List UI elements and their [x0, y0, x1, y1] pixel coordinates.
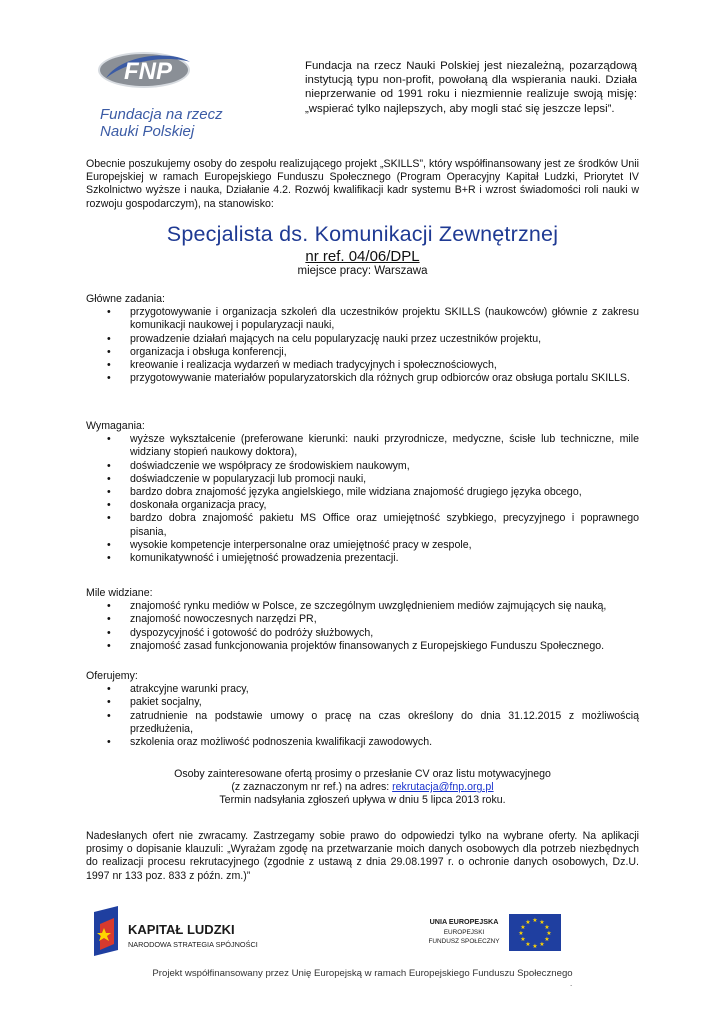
fnp-logo-name-1: Fundacja na rzecz: [100, 106, 223, 123]
bullet-icon: •: [107, 600, 111, 613]
kl-subtitle: NARODOWA STRATEGIA SPÓJNOŚCI: [128, 940, 258, 949]
lead-paragraph: Obecnie poszukujemy osoby do zespołu realizującego projekt „SKILLS”, który współfinansowany jest ze środków Unii Europejskiej w ramach Europejskiego Funduszu Społecznego (Program Operacyjny Kapitał Ludzki, Priorytet IV Szkolnictwo wyższe i nauka, Działanie 4.2. Rozwój kwalifikacji kadr systemu B+R i wzrost świadomości roli nauki w rozwoju gospodarczym), na stanowisko:: [86, 158, 639, 210]
bullet-icon: •: [107, 459, 111, 472]
bullet-icon: •: [107, 512, 111, 525]
fnp-logo-name-2: Nauki Polskiej: [100, 123, 195, 140]
page-mark: .: [570, 979, 573, 988]
bullet-icon: •: [107, 709, 111, 722]
contact-block: [0, 768, 725, 808]
kapital-ludzki-logo: [92, 904, 267, 959]
svg-text:★: ★: [544, 924, 550, 931]
contact-deadline: Termin nadsyłania zgłoszeń upływa w dniu 5 lipca 2013 roku.: [219, 794, 506, 807]
list-item: • bardzo dobra znajomość języka angielskiego, mile widziana znajomość drugiego języka obcego,: [107, 486, 582, 499]
bullet-icon: •: [107, 626, 111, 639]
bullet-icon: •: [107, 552, 111, 565]
svg-text:★: ★: [532, 917, 538, 924]
list-item: • komunikatywność i umiejętność prowadzenia prezentacji.: [107, 552, 399, 565]
list-item: • kreowanie i realizacja wydarzeń w mediach tradycyjnych i społecznościowych,: [107, 359, 497, 372]
bullet-icon: •: [107, 332, 111, 345]
footer-note: Projekt współfinansowany przez Unię Europejską w ramach Europejskiego Funduszu Społecznego: [152, 968, 573, 979]
job-ref: [0, 248, 725, 265]
bullet-icon: •: [107, 696, 111, 709]
section-requirements: [86, 420, 639, 565]
list-item: • doświadczenie w popularyzacji lub promocji nauki,: [107, 472, 367, 485]
svg-text:★: ★: [518, 930, 524, 937]
bullet-icon: •: [107, 372, 111, 385]
job-ref-text: nr ref. 04/06/DPL: [305, 248, 420, 265]
kl-title: KAPITAŁ LUDZKI: [128, 922, 235, 937]
list-item: • wysokie kompetencje interpersonalne oraz umiejętność pracy w zespole,: [107, 538, 472, 551]
section-heading: Oferujemy:: [86, 670, 138, 682]
privacy-clause: Nadesłanych ofert nie zwracamy. Zastrzegamy sobie prawo do odpowiedzi tylko na wybrane oferty. Na aplikacji prosimy o dopisanie klauzuli: „Wyrażam zgodę na przetwarzanie moich danych osobowych dla potrzeb niezbędnych do realizacji procesu rekrutacyjnego (zgodnie z ustawą z dnia 29.08.1997 r. o ochronie danych osobowych, Dz.U. 1997 nr 133 poz. 833 z późn. zm.)”: [86, 830, 639, 882]
bullet-icon: •: [107, 472, 111, 485]
svg-text:★: ★: [525, 919, 531, 926]
svg-text:★: ★: [546, 930, 552, 937]
section-offer: [86, 670, 639, 749]
contact-line-1: Osoby zainteresowane ofertą prosimy o przesłanie CV oraz listu motywacyjnego: [174, 768, 551, 780]
section-nice-to-have: [86, 587, 639, 653]
contact-line-2: (z zaznaczonym nr ref.) na adres: rekrutacja@fnp.org.pl: [231, 781, 494, 794]
svg-text:★: ★: [544, 936, 550, 943]
svg-text:★: ★: [520, 936, 526, 943]
eu-line-1: UNIA EUROPEJSKA: [429, 917, 499, 926]
list-item: • wyższe wykształcenie (preferowane kierunki: nauki przyrodnicze, medyczne, ścisłe lub techniczne, mile widziany stopień naukowy doktora),: [107, 433, 639, 459]
bullet-icon: •: [107, 683, 111, 696]
list-item: • znajomość zasad funkcjonowania projektów finansowanych z Europejskiego Funduszu Społecznego.: [107, 639, 605, 652]
list-item: • przygotowywanie i organizacja szkoleń dla uczestników projektu SKILLS (naukowców) głównie z zakresu komunikacji naukowej i popularyzacji nauki,: [107, 306, 639, 332]
svg-text:★: ★: [520, 924, 526, 931]
svg-text:★: ★: [525, 941, 531, 948]
bullet-icon: •: [107, 639, 111, 652]
bullet-icon: •: [107, 538, 111, 551]
job-location: miejsce pracy: Warszawa: [297, 265, 428, 277]
section-heading: Wymagania:: [86, 420, 145, 432]
intro-paragraph: Fundacja na rzecz Nauki Polskiej jest niezależną, pozarządową instytucją typu non-profit, powołaną dla wspierania nauki. Działa nieprzerwanie od 1991 roku i niezmiennie realizuje swoją misję: „wspierać tylko najlepszych, aby mogli stać się jeszcze lepsi”.: [305, 60, 637, 115]
list-item: • prowadzenie działań mających na celu popularyzację nauki przez uczestników projektu,: [107, 332, 542, 345]
section-tasks: [86, 293, 639, 385]
list-item: • znajomość nowoczesnych narzędzi PR,: [107, 613, 317, 626]
job-title: Specjalista ds. Komunikacji Zewnętrznej: [166, 222, 559, 246]
bullet-icon: •: [107, 306, 111, 319]
svg-text:★: ★: [539, 919, 545, 926]
bullet-icon: •: [107, 736, 111, 749]
bullet-icon: •: [107, 359, 111, 372]
eu-line-2: EUROPEJSKI: [443, 929, 485, 936]
list-item: • zatrudnienie na podstawie umowy o pracę na czas określony do dnia 31.12.2015 z możliwością przedłużenia,: [107, 709, 639, 735]
section-heading: Mile widziane:: [86, 587, 153, 599]
svg-text:★: ★: [539, 941, 545, 948]
bullet-icon: •: [107, 486, 111, 499]
list-item: • dyspozycyjność i gotowość do podróży służbowych,: [107, 626, 374, 639]
fnp-logo: [92, 48, 262, 143]
list-item: • atrakcyjne warunki pracy,: [107, 683, 249, 696]
bullet-icon: •: [107, 499, 111, 512]
eu-line-3: FUNDUSZ SPOŁECZNY: [428, 938, 500, 945]
list-item: • pakiet socjalny,: [107, 696, 202, 709]
fnp-logo-mark: FNP: [124, 58, 172, 85]
svg-text:★: ★: [532, 943, 538, 950]
bullet-icon: •: [107, 613, 111, 626]
list-item: • organizacja i obsługa konferencji,: [107, 345, 287, 358]
bullet-icon: •: [107, 433, 111, 446]
section-heading: Główne zadania:: [86, 293, 165, 305]
list-item: • przygotowywanie materiałów popularyzatorskich dla różnych grup odbiorców oraz obsługa portalu SKILLS.: [107, 372, 630, 385]
bullet-icon: •: [107, 345, 111, 358]
list-item: • znajomość rynku mediów w Polsce, ze szczególnym uwzględnieniem mediów zajmujących się nauką,: [107, 600, 607, 613]
email-link[interactable]: rekrutacja@fnp.org.pl: [392, 781, 494, 794]
list-item: • szkolenia oraz możliwość podnoszenia kwalifikacji zawodowych.: [107, 736, 433, 749]
list-item: • bardzo dobra znajomość pakietu MS Office oraz umiejętność szybkiego, precyzyjnego i poprawnego pisania,: [107, 512, 639, 538]
list-item: • doświadczenie we współpracy ze środowiskiem naukowym,: [107, 459, 410, 472]
list-item: • doskonała organizacja pracy,: [107, 499, 267, 512]
eu-efs-logo: [418, 914, 563, 954]
